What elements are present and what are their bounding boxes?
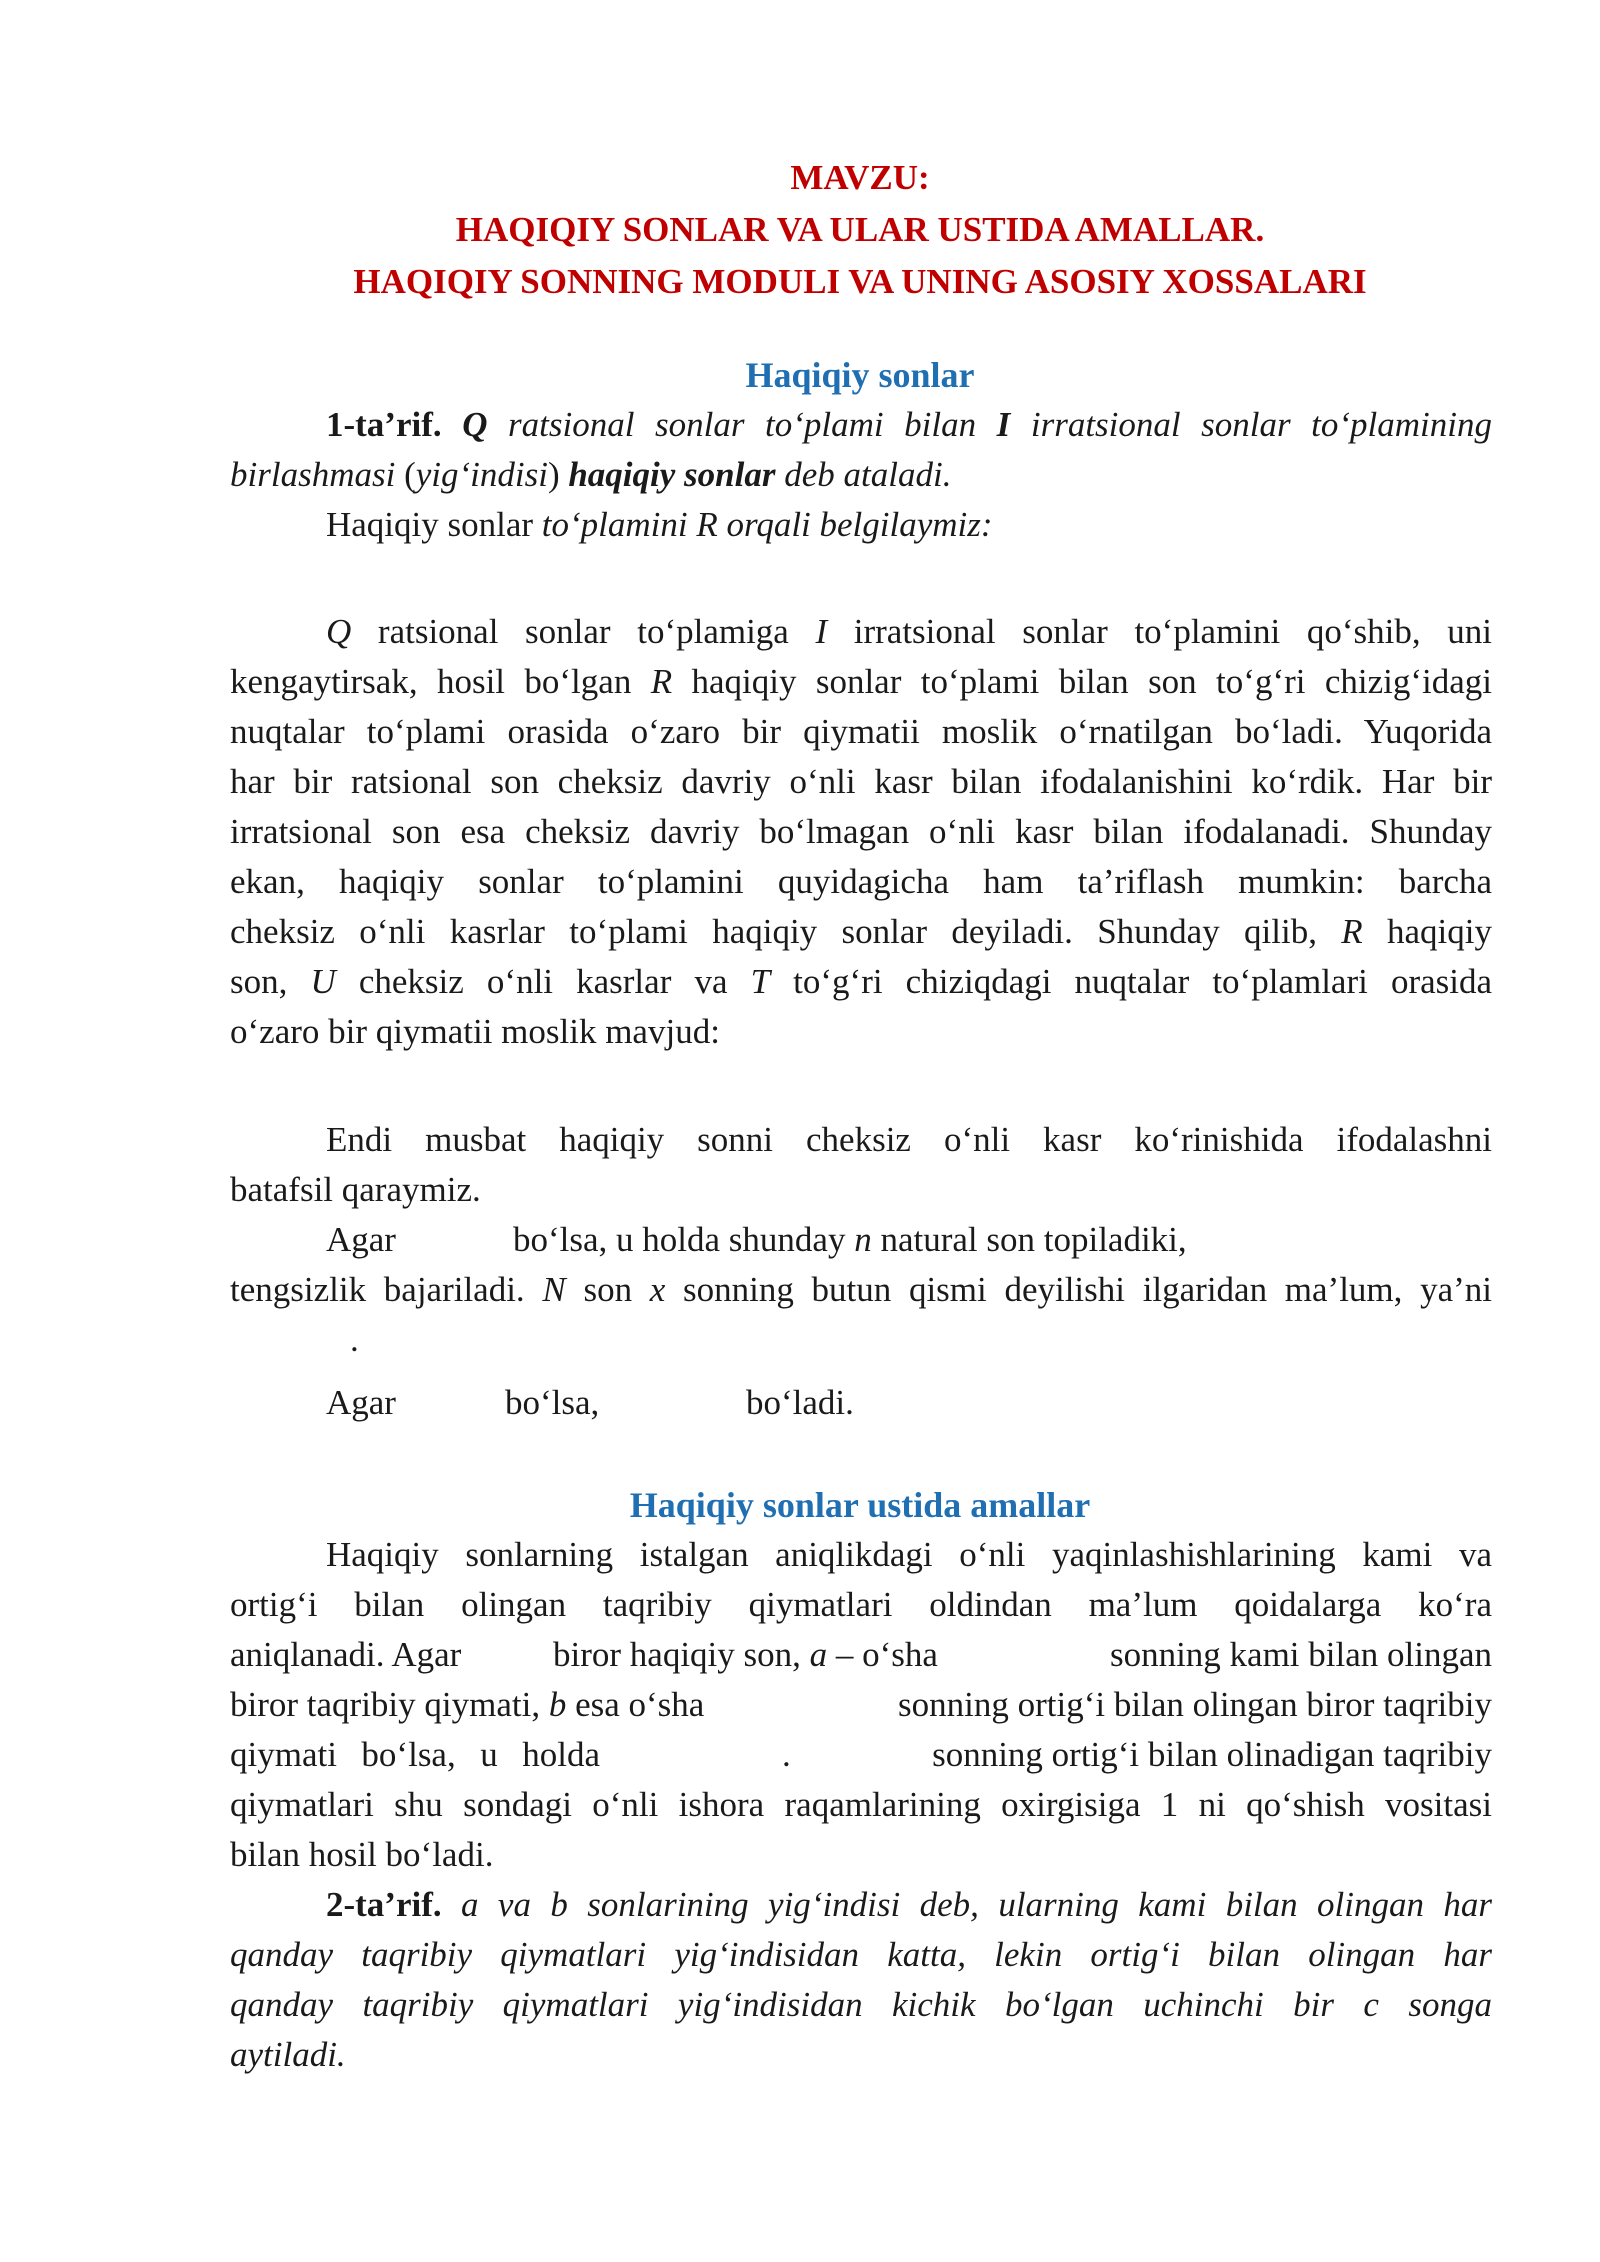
- agar-label-2: Agar: [326, 1383, 396, 1422]
- paragraph-3-line-3a: aniqlanadi. Agar: [230, 1635, 462, 1674]
- section-heading-amallar: Haqiqiy sonlar ustida amallar: [629, 1485, 1091, 1525]
- section-heading-haqiqiy-sonlar: Haqiqiy sonlar: [745, 355, 975, 395]
- boladi-label: bo‘ladi.: [746, 1383, 854, 1422]
- paragraph-3-line-5c: sonning ortig‘i bilan olinadigan taqribiy: [932, 1735, 1492, 1774]
- paragraph-3-line-3c: sonning kami bilan olingan: [1109, 1635, 1492, 1674]
- title-mavzu: MAVZU:: [790, 158, 930, 197]
- paragraph-3-line-2: ortig‘i bilan olingan taqribiy qiymatlari oldindan ma’lum qoidalarga ko‘ra: [230, 1585, 1492, 1624]
- paragraph-1-line-6: ekan, haqiqiy sonlar to‘plamini quyidagicha ham ta’riflash mumkin: barcha: [230, 862, 1492, 901]
- paragraph-3-line-6: qiymatlari shu sondagi o‘nli ishora raqamlarining oxirgisiga 1 ni qo‘shish vositasi: [230, 1785, 1492, 1824]
- paragraph-2-line-4: tengsizlik bajariladi. N son x sonning butun qismi deyilishi ilgaridan ma’lum, ya’ni: [230, 1270, 1493, 1309]
- paragraph-3-line-1: Haqiqiy sonlarning istalgan aniqlikdagi o‘nli yaqinlashishlarining kami va: [326, 1535, 1492, 1574]
- condition-text-1: bo‘lsa, u holda shunday n natural son topiladiki,: [513, 1220, 1187, 1259]
- agar-label-1: Agar: [326, 1220, 396, 1259]
- definition-2-line-3: qanday taqribiy qiymatlari yig‘indisidan kichik bo‘lgan uchinchi bir c songa: [230, 1985, 1492, 2024]
- paragraph-3-line-5b: .: [782, 1735, 791, 1774]
- title-line-2: HAQIQIY SONLAR VA ULAR USTIDA AMALLAR.: [455, 210, 1265, 249]
- paragraph-1-line-8: son, U cheksiz o‘nli kasrlar va T to‘g‘ri chiziqdagi nuqtalar to‘plamlari orasida: [230, 962, 1493, 1001]
- paragraph-2-line-2: batafsil qaraymiz.: [230, 1170, 481, 1209]
- paragraph-3-line-7: bilan hosil bo‘ladi.: [230, 1835, 494, 1874]
- paragraph-1-line-9: o‘zaro bir qiymatii moslik mavjud:: [230, 1012, 720, 1051]
- bolsa-label-2: bo‘lsa,: [505, 1383, 600, 1422]
- paragraph-1-line-2: kengaytirsak, hosil bo‘lgan R haqiqiy sonlar to‘plami bilan son to‘g‘ri chizig‘idagi: [230, 662, 1493, 701]
- paragraph-1-line-5: irratsional son esa cheksiz davriy bo‘lmagan o‘nli kasr bilan ifodalanadi. Shunday: [230, 812, 1492, 851]
- paragraph-1-line-1: Q ratsional sonlar to‘plamiga I irratsional sonlar to‘plamini qo‘shib, uni: [326, 612, 1492, 651]
- paragraph-3-line-5a: qiymati bo‘lsa, u holda: [230, 1735, 600, 1774]
- paragraph-3-line-3b: biror haqiqiy son, a – o‘sha: [553, 1635, 938, 1674]
- paragraph-1-line-4: har bir ratsional son cheksiz davriy o‘nli kasr bilan ifodalanishini ko‘rdik. Har bir: [230, 762, 1492, 801]
- formula-dot: .: [350, 1320, 359, 1359]
- definition-2-line-4: aytiladi.: [230, 2035, 346, 2074]
- definition-1-line-1: 1-ta’rif. Q ratsional sonlar to‘plami bilan I irratsional sonlar to‘plamining: [326, 405, 1492, 444]
- paragraph-1-line-3: nuqtalar to‘plami orasida o‘zaro bir qiymatii moslik o‘rnatilgan bo‘ladi. Yuqorida: [230, 712, 1492, 751]
- paragraph-2-line-1: Endi musbat haqiqiy sonni cheksiz o‘nli kasr ko‘rinishida ifodalashni: [326, 1120, 1492, 1159]
- paragraph-3-line-4b: sonning ortig‘i bilan olingan biror taqribiy: [898, 1685, 1492, 1724]
- paragraph-3-line-4a: biror taqribiy qiymati, b esa o‘sha: [230, 1685, 705, 1724]
- paragraph-1-line-7: cheksiz o‘nli kasrlar to‘plami haqiqiy sonlar deyiladi. Shunday qilib, R haqiqiy: [230, 912, 1493, 951]
- definition-2-line-2: qanday taqribiy qiymatlari yig‘indisidan katta, lekin ortig‘i bilan olingan har: [230, 1935, 1492, 1974]
- title-line-3: HAQIQIY SONNING MODULI VA UNING ASOSIY XOSSALARI: [353, 262, 1367, 301]
- definition-2-line-1: 2-ta’rif. a va b sonlarining yig‘indisi deb, ularning kami bilan olingan har: [326, 1885, 1492, 1924]
- definition-1-line-2: birlashmasi (yig‘indisi) haqiqiy sonlar deb ataladi.: [230, 455, 952, 494]
- notation-line: Haqiqiy sonlar to‘plamini R orqali belgilaymiz:: [326, 505, 993, 544]
- definition-2-label: 2-ta’rif.: [326, 1885, 442, 1924]
- definition-1-label: 1-ta’rif.: [326, 405, 442, 444]
